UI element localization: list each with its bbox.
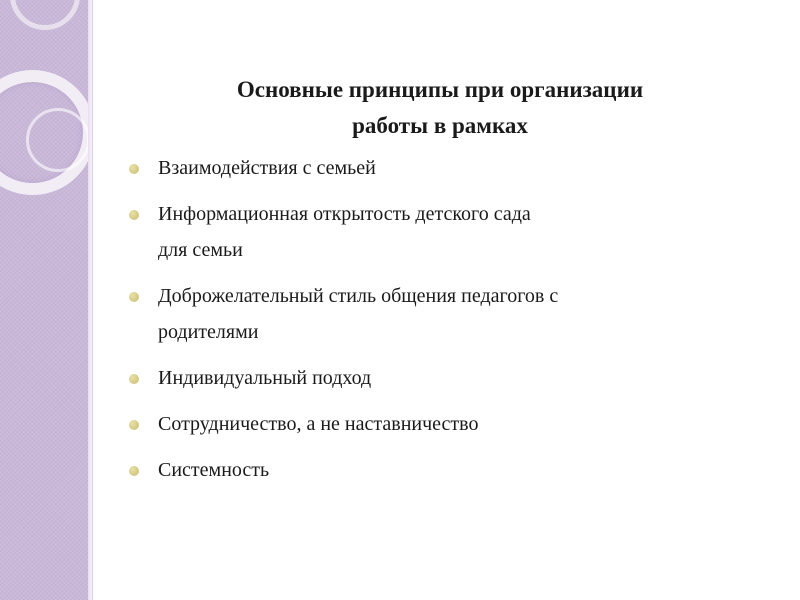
bullet-item — [128, 150, 748, 186]
bullet-item — [128, 196, 748, 268]
slide-title-line-1: Основные принципы при организации — [236, 77, 644, 102]
slide-title — [140, 72, 740, 144]
bullet-text: Информационная открытость детского сада для семьи — [158, 203, 531, 261]
bullet-dot-icon — [129, 374, 139, 384]
bullet-dot-icon — [129, 466, 139, 476]
bullet-dot-icon — [129, 210, 139, 220]
bullet-text: Доброжелательный стиль общения педагогов с родителями — [158, 285, 559, 343]
side-divider-line — [92, 0, 93, 600]
side-decor-panel — [0, 0, 88, 600]
bullet-text: Взаимодействия с семьей — [158, 157, 376, 179]
bullet-dot-icon — [129, 292, 139, 302]
bullet-dot-icon — [129, 164, 139, 174]
bullet-item — [128, 452, 748, 488]
bullet-text: Сотрудничество, а не наставничество — [158, 413, 479, 435]
slide-title-line-2: работы в рамках — [352, 113, 528, 138]
decor-ring-icon — [10, 0, 80, 30]
bullet-item — [128, 278, 748, 350]
bullet-text: Системность — [158, 459, 270, 481]
decor-ring-icon — [26, 108, 88, 172]
bullet-item — [128, 360, 748, 396]
bullet-text: Индивидуальный подход — [158, 367, 372, 389]
bullet-list — [128, 150, 748, 498]
bullet-dot-icon — [129, 420, 139, 430]
bullet-item — [128, 406, 748, 442]
